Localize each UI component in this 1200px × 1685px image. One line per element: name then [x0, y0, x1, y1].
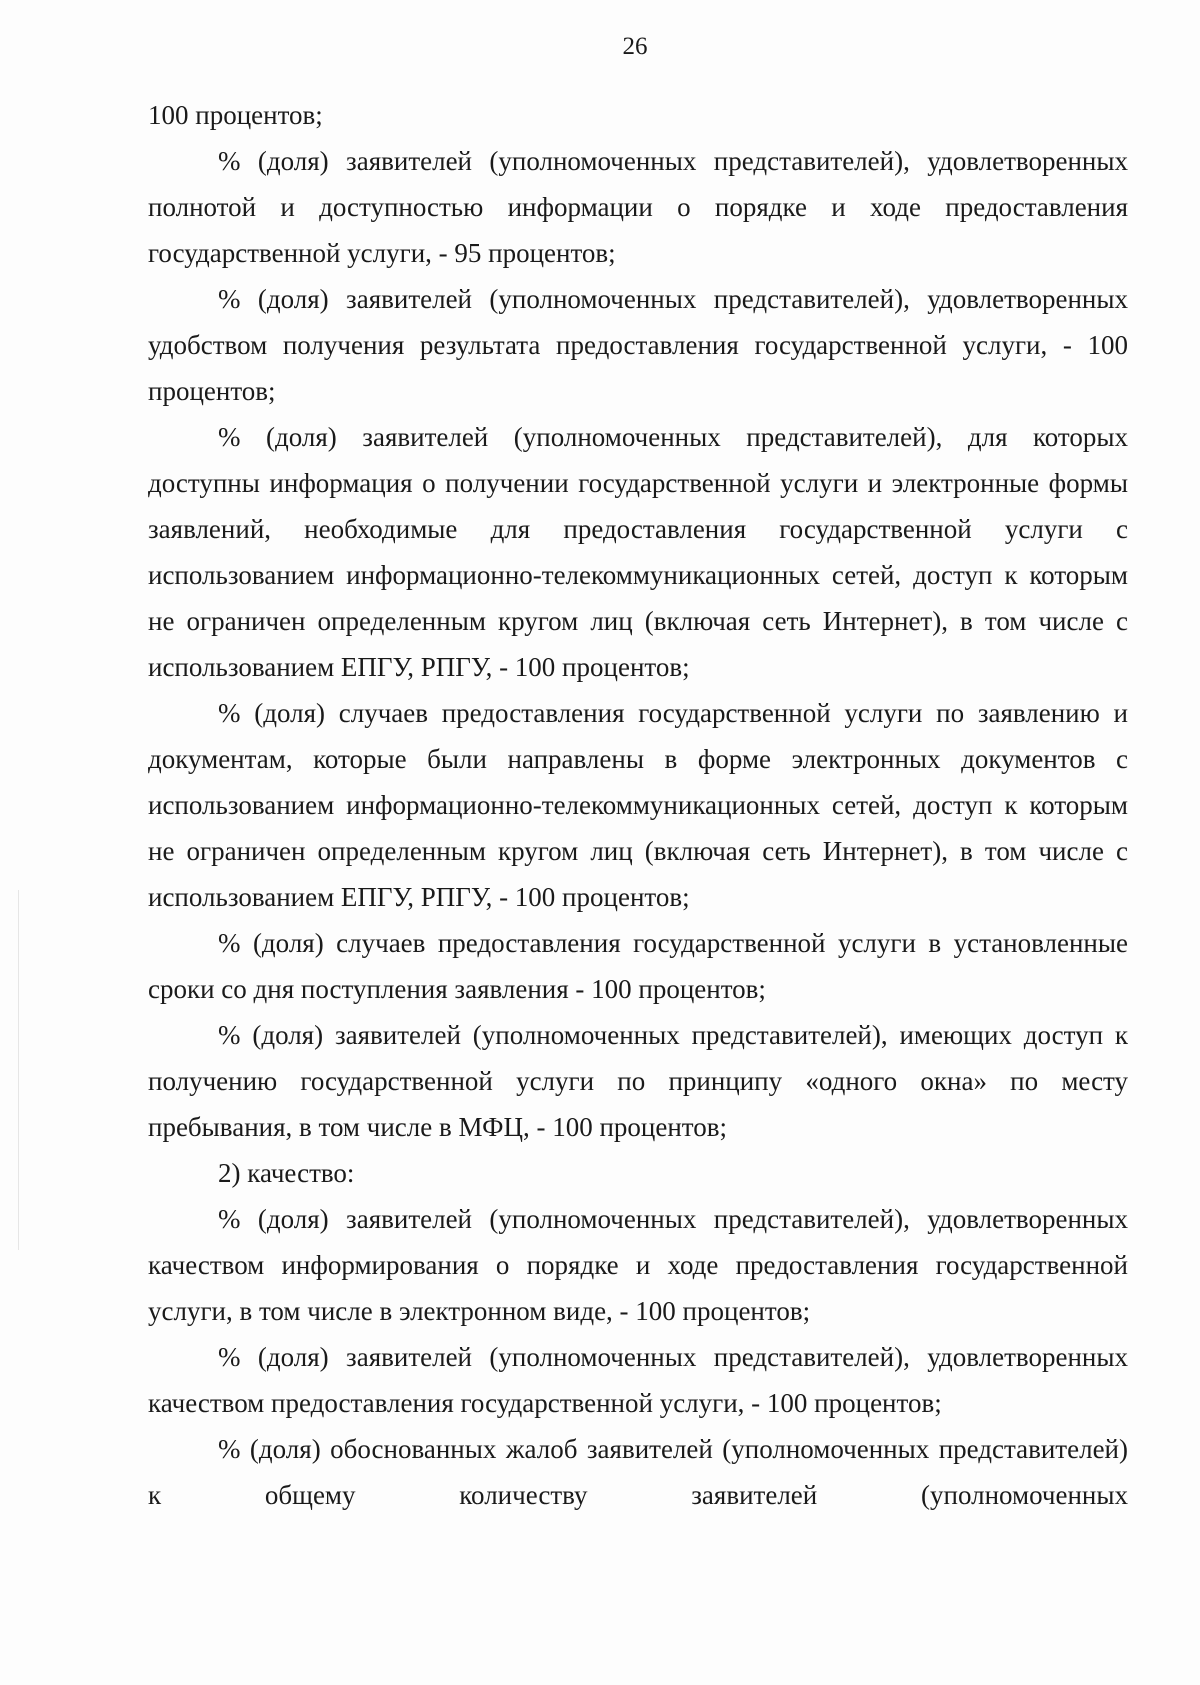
paragraph-electronic-documents: % (доля) случаев предоставления государственной услуги по заявлению и документам, которые были направлены в форме электронных документов с использованием информационно-телекоммуникационных сетей, доступ к которым не ограничен определенным кругом лиц (включая сеть Интернет), в том числе с использованием ЕПГУ, РПГУ, - 100 процентов; — [148, 698, 1128, 912]
paragraph-complaints: % (доля) обоснованных жалоб заявителей (уполномоченных представителей) к общему количеству заявителей (уполномоченных — [148, 1434, 1128, 1510]
paragraph-informing-quality: % (доля) заявителей (уполномоченных представителей), удовлетворенных качеством информирования о порядке и ходе предоставления государственной услуги, в том числе в электронном виде, - 100 процентов; — [148, 1204, 1128, 1326]
paragraph-completeness-info: % (доля) заявителей (уполномоченных представителей), удовлетворенных полнотой и доступностью информации о порядке и ходе предоставления государственной услуги, - 95 процентов; — [148, 146, 1128, 268]
paragraph-result-convenience: % (доля) заявителей (уполномоченных представителей), удовлетворенных удобством получения результата предоставления государственной услуги, - 100 процентов; — [148, 284, 1128, 406]
paragraph-service-quality: % (доля) заявителей (уполномоченных представителей), удовлетворенных качеством предоставления государственной услуги, - 100 процентов; — [148, 1342, 1128, 1418]
page-number: 26 — [622, 33, 648, 60]
paragraph-quality-heading: 2) качество: — [218, 1158, 355, 1188]
document-body — [148, 92, 1128, 1518]
paragraph-continuation: 100 процентов; — [148, 100, 323, 130]
scan-margin-line — [18, 890, 19, 1250]
paragraph-one-window: % (доля) заявителей (уполномоченных представителей), имеющих доступ к получению государственной услуги по принципу «одного окна» по месту пребывания, в том числе в МФЦ, - 100 процентов; — [148, 1020, 1128, 1142]
paragraph-electronic-forms: % (доля) заявителей (уполномоченных представителей), для которых доступны информация о получении государственной услуги и электронные формы заявлений, необходимые для предоставления государственной услуги с использованием информационно-телекоммуникационных сетей, доступ к которым не ограничен определенным кругом лиц (включая сеть Интернет), в том числе с использованием ЕПГУ, РПГУ, - 100 процентов; — [148, 422, 1128, 682]
paragraph-deadlines: % (доля) случаев предоставления государственной услуги в установленные сроки со дня поступления заявления - 100 процентов; — [148, 928, 1128, 1004]
